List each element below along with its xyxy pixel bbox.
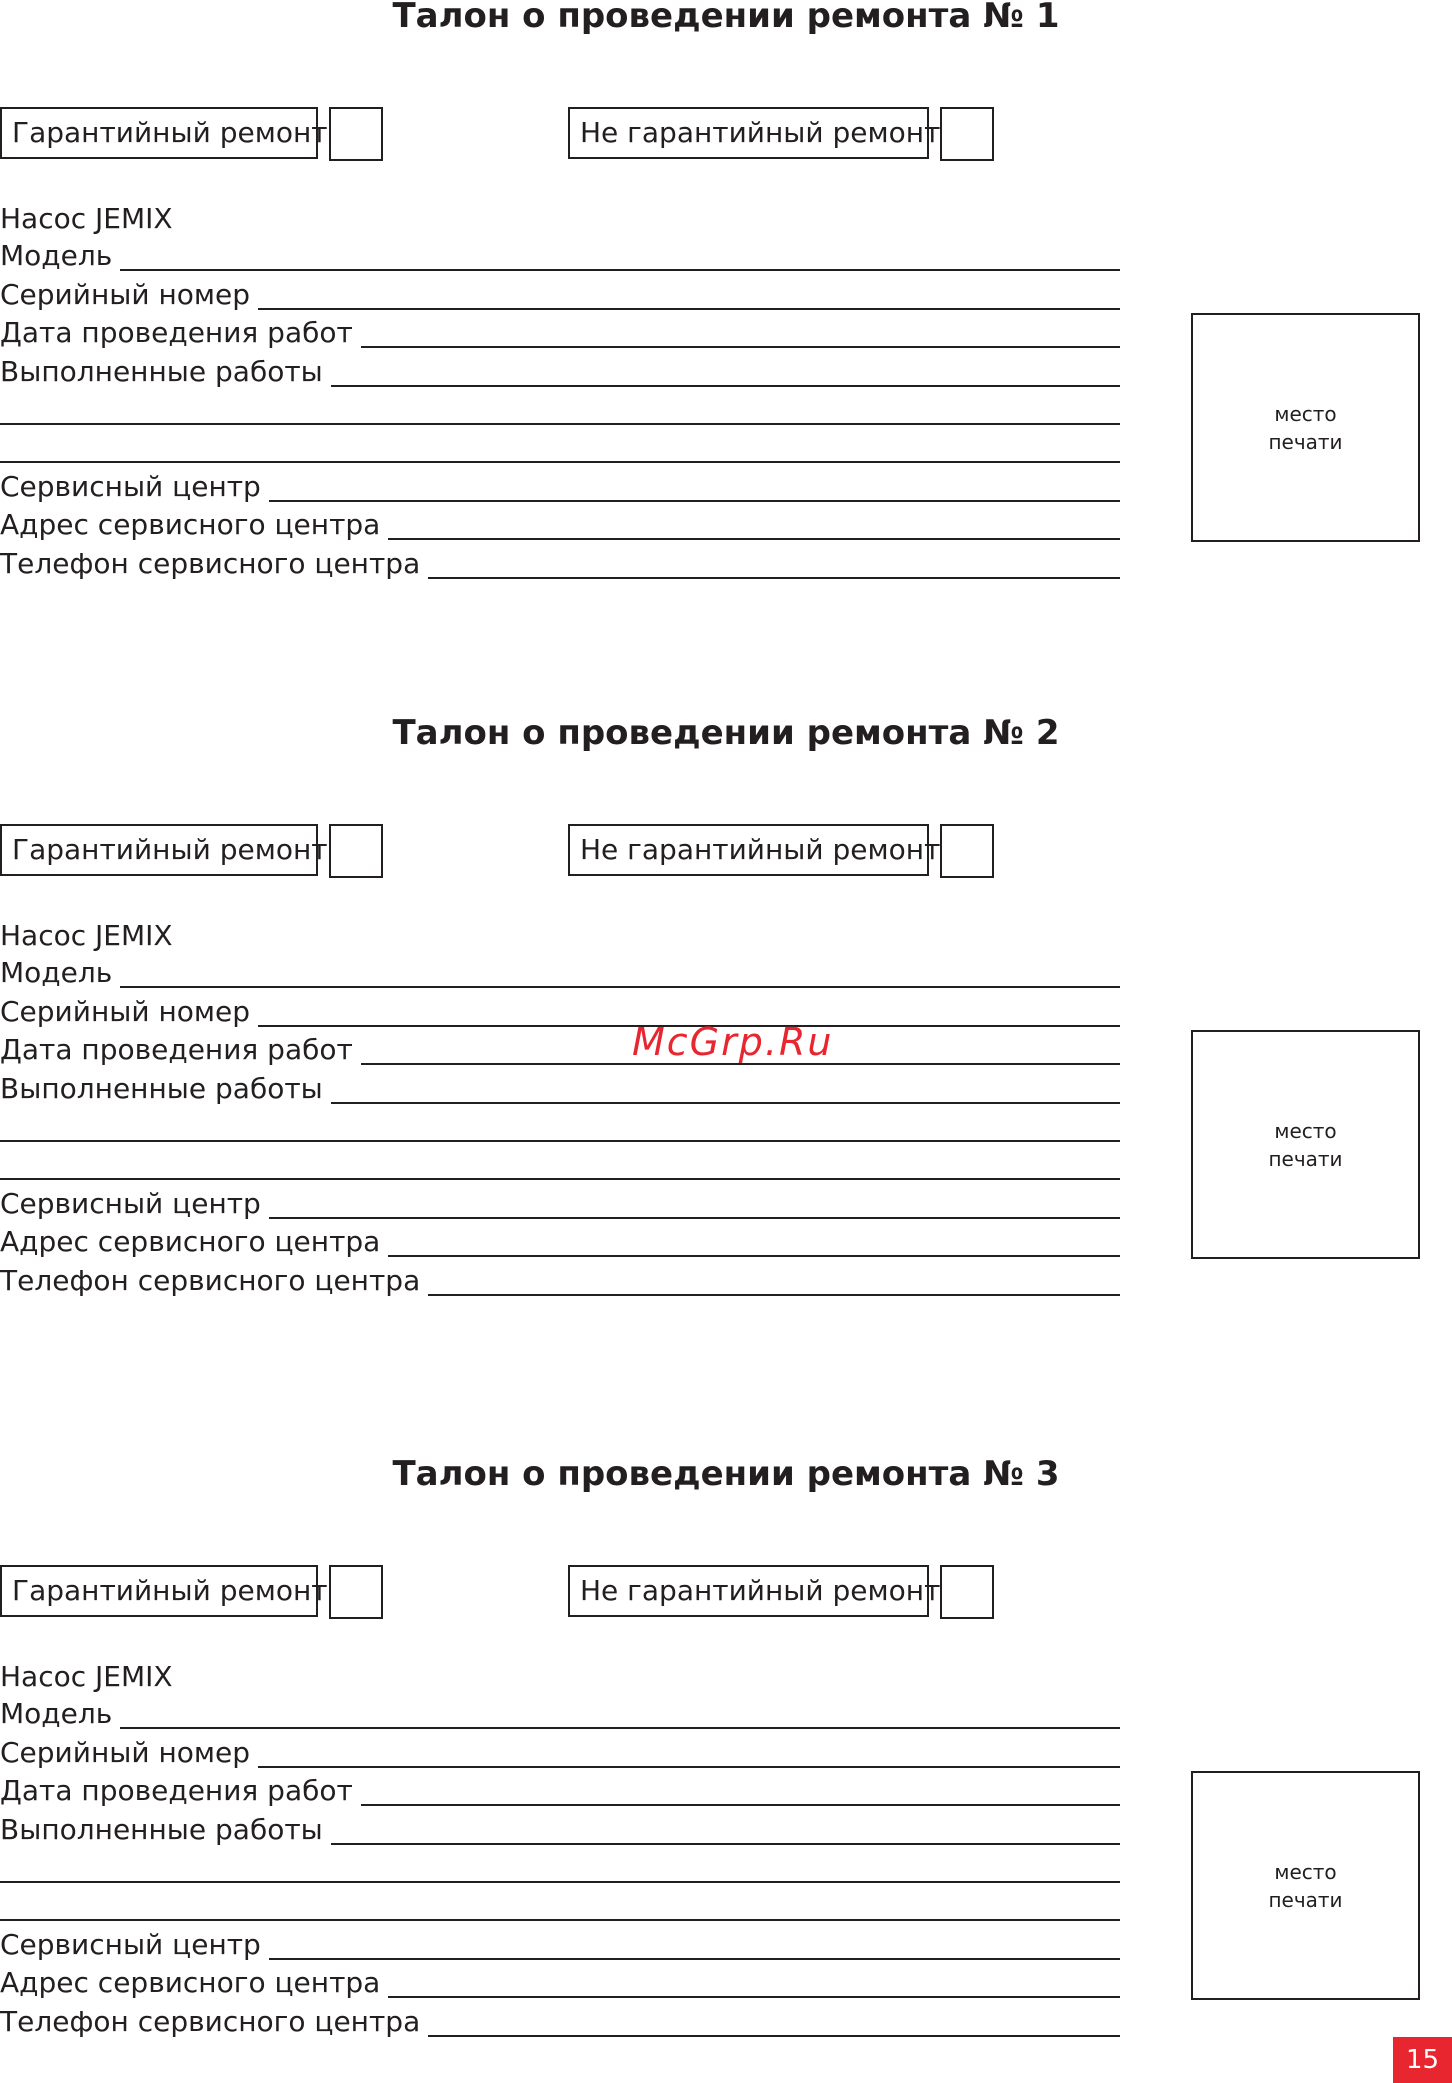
service-center-label: Сервисный центр	[0, 470, 261, 503]
date-label: Дата проведения работ	[0, 1033, 353, 1066]
service-address-field[interactable]	[0, 1222, 1120, 1260]
non-warranty-repair-checkbox[interactable]	[940, 107, 994, 161]
service-center-field[interactable]	[0, 467, 1120, 505]
stamp-text-line1: место	[1274, 1118, 1337, 1143]
works-line	[331, 1102, 1120, 1104]
serial-field[interactable]	[0, 992, 1120, 1030]
date-line	[361, 346, 1120, 348]
serial-field[interactable]	[0, 1733, 1120, 1771]
coupon-title: Талон о проведении ремонта № 3	[392, 1454, 1060, 1494]
non-warranty-repair-checkbox[interactable]	[940, 824, 994, 878]
pump-label: Насос JEMIX	[0, 202, 173, 235]
works-extra-line-2[interactable]	[0, 1886, 1120, 1924]
serial-label: Серийный номер	[0, 278, 251, 311]
warranty-repair-option: Гарантийный ремонт	[0, 824, 318, 876]
coupon-title: Талон о проведении ремонта № 1	[392, 0, 1060, 36]
non-warranty-repair-option: Не гарантийный ремонт	[568, 107, 929, 159]
works-extra-line-1[interactable]	[0, 390, 1120, 428]
pump-label: Насос JEMIX	[0, 919, 173, 952]
watermark: McGrp.Ru	[632, 1020, 834, 1064]
works-label: Выполненные работы	[0, 355, 323, 388]
service-center-line	[269, 1217, 1120, 1219]
service-address-field[interactable]	[0, 1963, 1120, 2001]
blank-line	[0, 461, 1120, 463]
warranty-repair-checkbox[interactable]	[329, 107, 383, 161]
blank-line	[0, 1178, 1120, 1180]
works-extra-line-2[interactable]	[0, 428, 1120, 466]
works-field[interactable]	[0, 1069, 1120, 1107]
model-field[interactable]	[0, 236, 1120, 274]
works-line	[331, 1843, 1120, 1845]
service-phone-label: Телефон сервисного центра	[0, 2005, 421, 2038]
serial-line	[258, 1766, 1120, 1768]
model-label: Модель	[0, 239, 113, 272]
works-label: Выполненные работы	[0, 1813, 323, 1846]
warranty-repair-option: Гарантийный ремонт	[0, 1565, 318, 1617]
works-line	[331, 385, 1120, 387]
date-line	[361, 1804, 1120, 1806]
model-line	[120, 1727, 1120, 1729]
model-label: Модель	[0, 956, 113, 989]
works-extra-line-2[interactable]	[0, 1145, 1120, 1183]
service-phone-field[interactable]	[0, 1261, 1120, 1299]
serial-line	[258, 308, 1120, 310]
works-field[interactable]	[0, 352, 1120, 390]
service-address-line	[388, 1996, 1120, 1998]
date-field[interactable]	[0, 313, 1120, 351]
non-warranty-repair-option: Не гарантийный ремонт	[568, 824, 929, 876]
model-field[interactable]	[0, 1694, 1120, 1732]
serial-label: Серийный номер	[0, 995, 251, 1028]
works-extra-line-1[interactable]	[0, 1848, 1120, 1886]
service-center-field[interactable]	[0, 1184, 1120, 1222]
blank-line	[0, 1881, 1120, 1883]
stamp-text-line2: печати	[1268, 429, 1343, 454]
works-field[interactable]	[0, 1810, 1120, 1848]
blank-line	[0, 1919, 1120, 1921]
non-warranty-repair-option: Не гарантийный ремонт	[568, 1565, 929, 1617]
service-phone-field[interactable]	[0, 544, 1120, 582]
date-field[interactable]	[0, 1771, 1120, 1809]
service-phone-label: Телефон сервисного центра	[0, 1264, 421, 1297]
stamp-text-line2: печати	[1268, 1146, 1343, 1171]
model-field[interactable]	[0, 953, 1120, 991]
serial-label: Серийный номер	[0, 1736, 251, 1769]
non-warranty-repair-checkbox[interactable]	[940, 1565, 994, 1619]
stamp-box	[1191, 1030, 1420, 1259]
stamp-box	[1191, 313, 1420, 542]
page-number: 15	[1393, 2037, 1452, 2083]
coupon-title: Талон о проведении ремонта № 2	[392, 713, 1060, 753]
model-line	[120, 986, 1120, 988]
stamp-box	[1191, 1771, 1420, 2000]
service-address-line	[388, 1255, 1120, 1257]
service-center-field[interactable]	[0, 1925, 1120, 1963]
repair-coupon-3	[0, 1454, 1452, 2038]
date-field[interactable]	[0, 1030, 1120, 1068]
blank-line	[0, 423, 1120, 425]
pump-label: Насос JEMIX	[0, 1660, 173, 1693]
service-center-line	[269, 500, 1120, 502]
repair-coupon-1	[0, 0, 1452, 580]
warranty-repair-option: Гарантийный ремонт	[0, 107, 318, 159]
warranty-repair-checkbox[interactable]	[329, 1565, 383, 1619]
service-address-field[interactable]	[0, 505, 1120, 543]
stamp-text-line2: печати	[1268, 1887, 1343, 1912]
stamp-text-line1: место	[1274, 401, 1337, 426]
blank-line	[0, 1140, 1120, 1142]
service-address-label: Адрес сервисного центра	[0, 1225, 381, 1258]
model-line	[120, 269, 1120, 271]
service-center-label: Сервисный центр	[0, 1928, 261, 1961]
stamp-text-line1: место	[1274, 1859, 1337, 1884]
service-address-label: Адрес сервисного центра	[0, 1966, 381, 1999]
works-extra-line-1[interactable]	[0, 1107, 1120, 1145]
model-label: Модель	[0, 1697, 113, 1730]
warranty-repair-checkbox[interactable]	[329, 824, 383, 878]
service-phone-line	[428, 2035, 1120, 2037]
service-address-line	[388, 538, 1120, 540]
service-center-label: Сервисный центр	[0, 1187, 261, 1220]
service-center-line	[269, 1958, 1120, 1960]
service-phone-field[interactable]	[0, 2002, 1120, 2040]
service-address-label: Адрес сервисного центра	[0, 508, 381, 541]
works-label: Выполненные работы	[0, 1072, 323, 1105]
service-phone-label: Телефон сервисного центра	[0, 547, 421, 580]
service-phone-line	[428, 1294, 1120, 1296]
service-phone-line	[428, 577, 1120, 579]
repair-coupon-2	[0, 713, 1452, 1297]
date-label: Дата проведения работ	[0, 1774, 353, 1807]
serial-field[interactable]	[0, 275, 1120, 313]
date-label: Дата проведения работ	[0, 316, 353, 349]
